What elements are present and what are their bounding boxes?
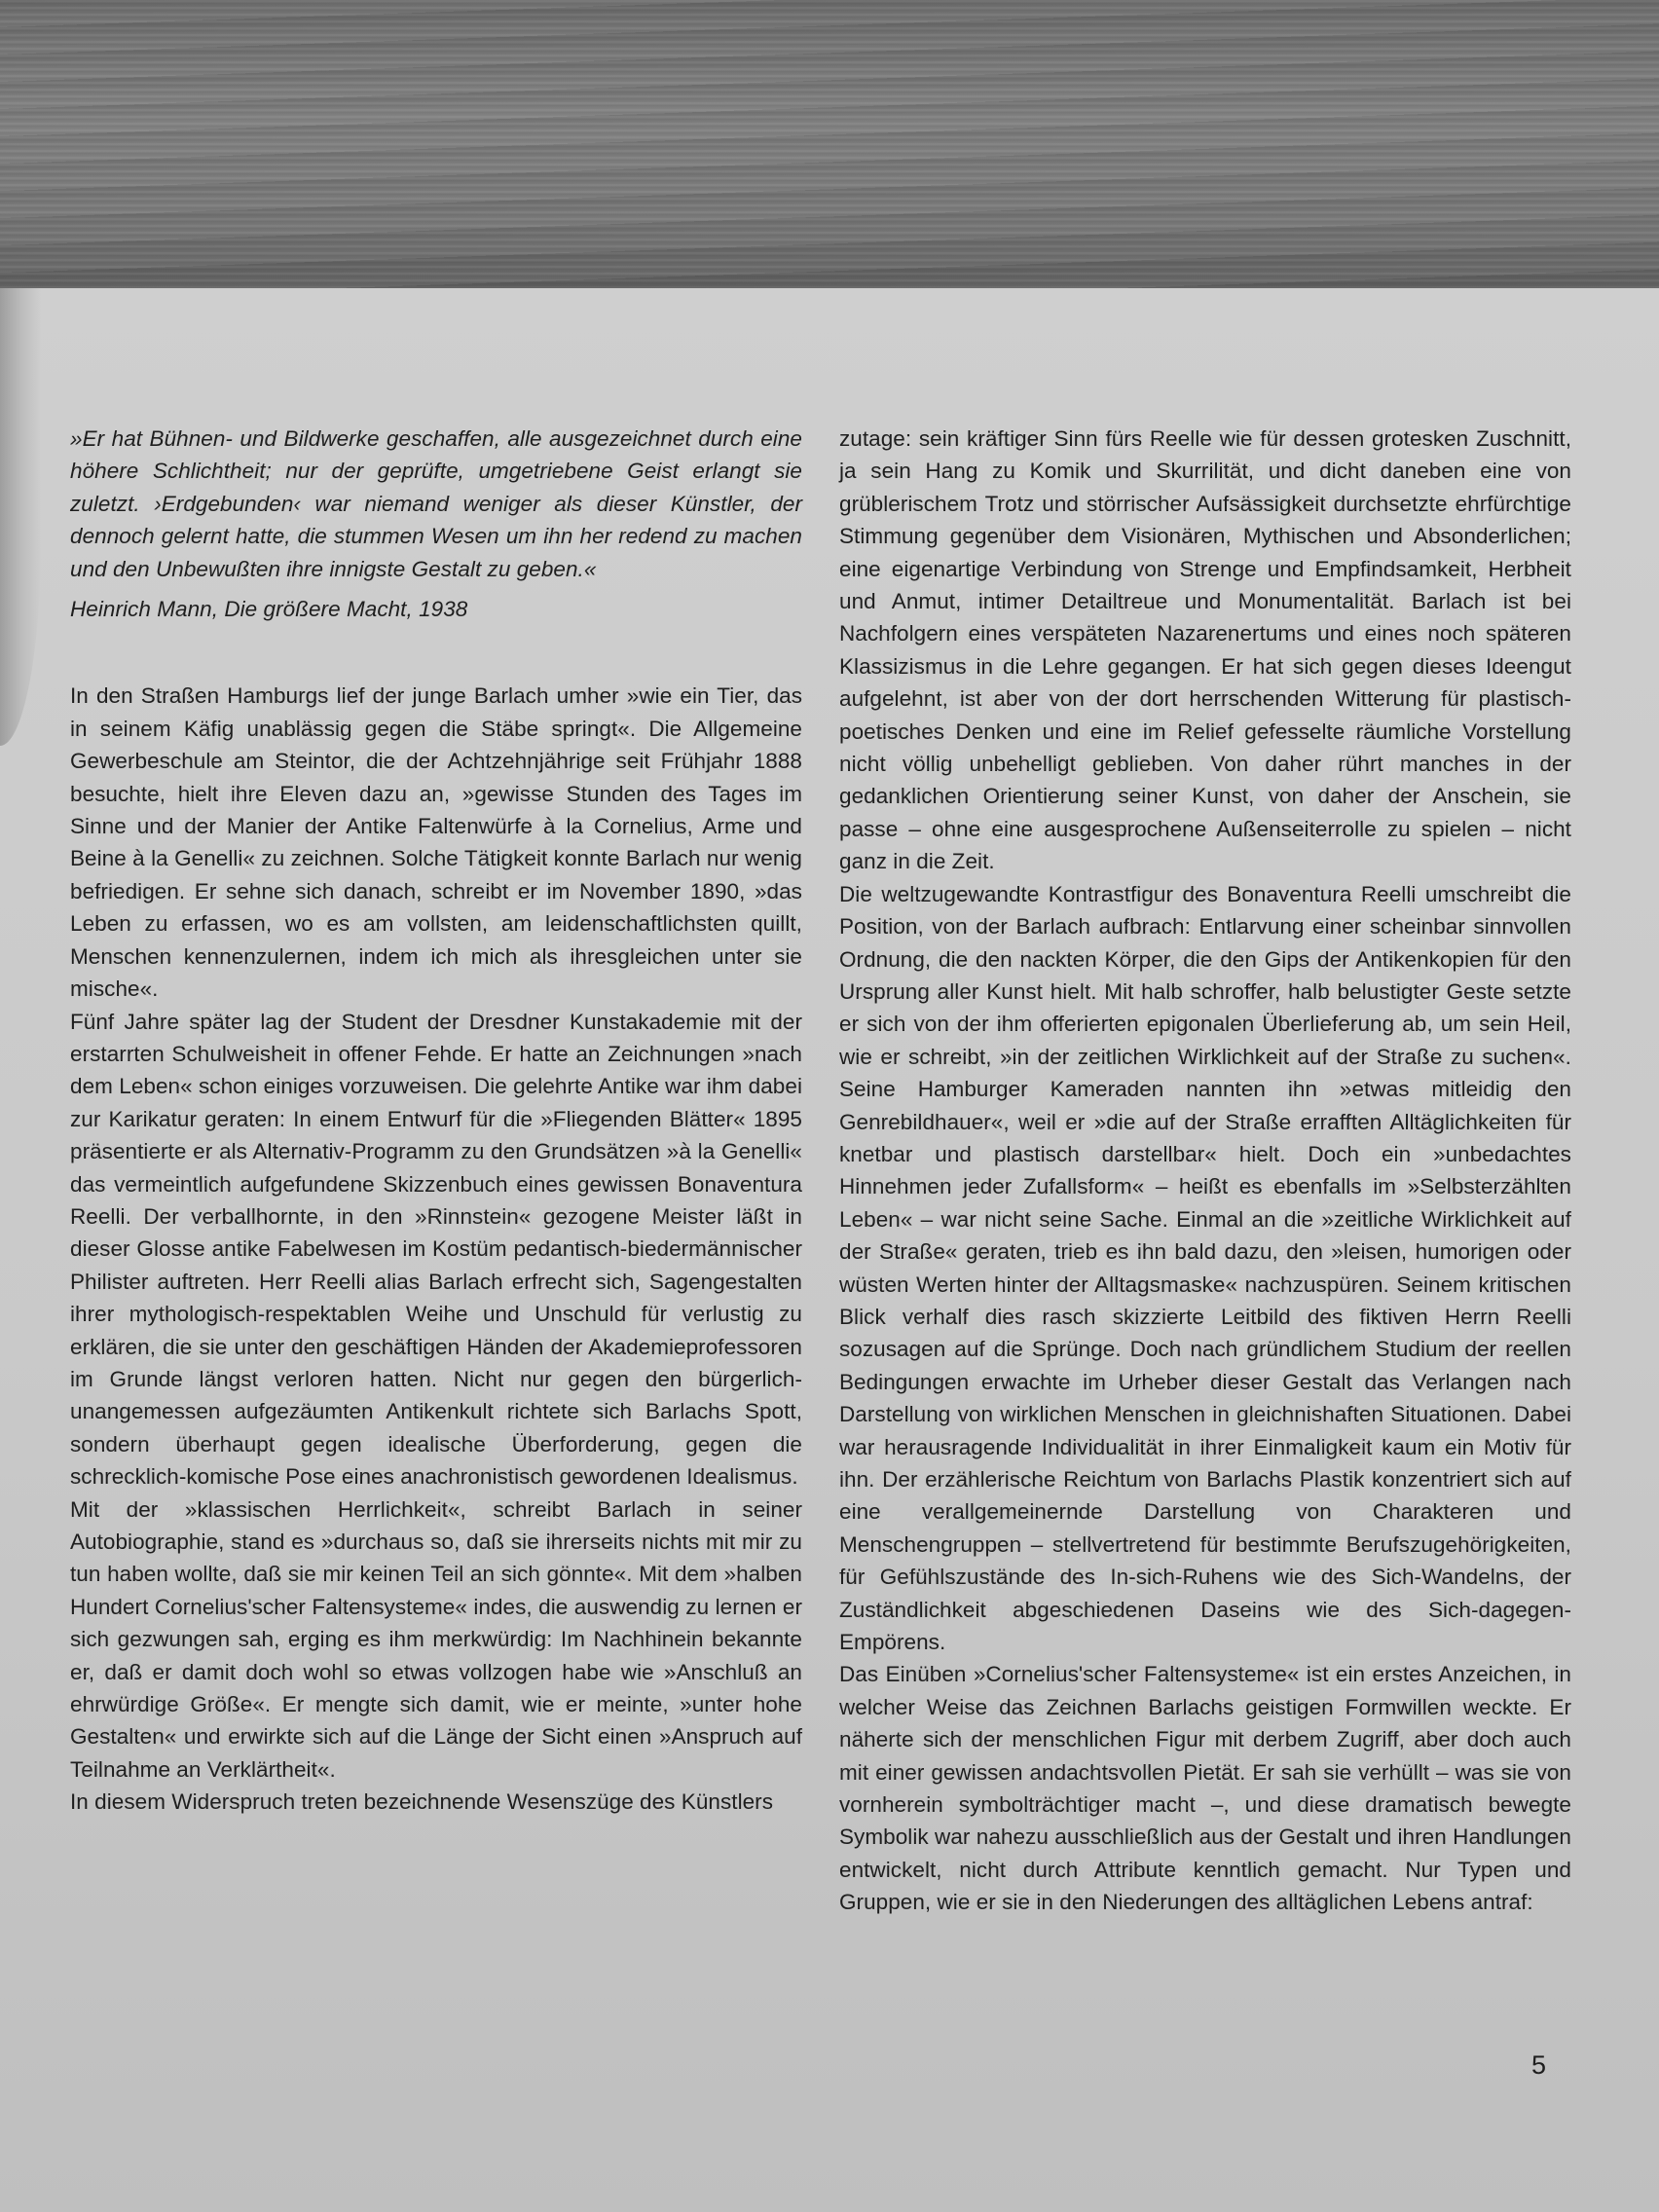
epigraph-source: Heinrich Mann, Die größere Macht, 1938 [70,597,468,622]
right-column [839,423,1571,1919]
right-paragraph: zutage: sein kräftiger Sinn fürs Reelle wie für dessen grotesken Zuschnitt, ja sein Hang zu Komik und Skurrilität, und dicht daneben eine von grüblerischem Trotz und störrischer Aufsässigkeit durchsetzte ehrfürchtige Stimmung gegenüber dem Visionären, Mythischen und Absonderlichen; eine eigenartige Verbindung von Strenge und Empfindsamkeit, Herbheit und Anmut, intimer Detailtreue und Monumentalität. Barlach ist bei Nachfolgern eines verspäteten Nazarenertums und eines noch späteren Klassizismus in die Lehre gegangen. Er hat sich gegen dieses Ideengut aufgelehnt, ist aber von der dort herrschenden Witterung für plastisch-poetisches Denken und eine im Relief gefesselte räumliche Vorstellung nicht völlig unbehelligt geblieben. Von daher rührt manches in der gedanklichen Orientierung seiner Kunst, von daher der Anschein, sie passe – ohne eine ausgesprochene Außenseiterrolle zu spielen – nicht ganz in die Zeit. [839,426,1571,874]
right-paragraph: Das Einüben »Cornelius'scher Faltensysteme« ist ein erstes Anzeichen, in welcher Weise das Zeichnen Barlachs geistigen Formwillen weckte. Er näherte sich der menschlichen Figur mit derbem Zugriff, aber doch auch mit einer gewissen andachtsvollen Pietät. Er sah sie verhüllt – was sie von vornherein symbolträchtiger macht –, und diese dramatisch bewegte Symbolik war nahezu ausschließlich aus der Gestalt und ihren Handlungen entwickelt, nicht durch Attribute kenntlich gemacht. Nur Typen und Gruppen, wie er sie in den Niederungen des alltäglichen Lebens antraf: [839,1662,1571,1915]
left-column [70,423,802,1819]
left-paragraph: Fünf Jahre später lag der Student der Dresdner Kunstakademie mit der erstarrten Schulweisheit in offener Fehde. Er hatte an Zeichnungen »nach dem Leben« schon einiges vorzuweisen. Die gelehrte Antike war ihm dabei zur Karikatur geraten: In einem Entwurf für die »Fliegenden Blätter« 1895 präsentierte er als Alternativ-Programm zu den Grundsätzen »à la Genelli« das vermeintlich aufgefundene Skizzenbuch eines gewissen Bonaventura Reelli. Der verballhornte, in den »Rinnstein« gezogene Meister läßt in dieser Glosse antike Fabelwesen im Kostüm pedantisch-biedermännischer Philister auftreten. Herr Reelli alias Barlach erfrecht sich, Sagengestalten ihrer mythologisch-respektablen Weihe und Unschuld für verlustig zu erklären, die sie unter den geschäftigen Händen der Akademieprofessoren im Grunde längst verloren hatten. Nicht nur gegen den bürgerlich-unangemessen aufgezäumten Antikenkult richtete sich Barlachs Spott, sondern überhaupt gegen idealische Überforderung, gegen die schrecklich-komische Pose eines anachronistisch gewordenen Idealismus. [70,1009,802,1490]
left-paragraph: In den Straßen Hamburgs lief der junge Barlach umher »wie ein Tier, das in seinem Käfig unablässig gegen die Stäbe springt«. Die Allgemeine Gewerbeschule am Steintor, die der Achtzehnjährige seit Frühjahr 1888 besuchte, hielt ihre Eleven dazu an, »gewisse Stunden des Tages im Sinne und der Manier der Antike Faltenwürfe à la Cornelius, Arme und Beine à la Genelli« zu zeichnen. Solche Tätigkeit konnte Barlach nur wenig befriedigen. Er sehne sich danach, schreibt er im November 1890, »das Leben zu erfassen, wo es am vollsten, am leidenschaftlichsten quillt, Menschen kennenzulernen, indem ich mich als ihresgleichen unter sie mische«. [70,683,802,1002]
epigraph-quote: »Er hat Bühnen- und Bildwerke geschaffen, alle ausgezeichnet durch eine höhere Schlichtheit; nur der geprüfte, umgetriebene Geist erlangt sie zuletzt. ›Erdgebunden‹ war niemand weniger als dieser Künstler, der dennoch gelernt hatte, die stummen Wesen um ihn her redend zu machen und den Unbewußten ihre innigste Gestalt zu geben.« [70,426,802,581]
right-paragraph: Die weltzugewandte Kontrastfigur des Bonaventura Reelli umschreibt die Position, von der Barlach aufbrach: Entlarvung einer scheinbar sinnvollen Ordnung, die den nackten Körper, die den Gips der Antikenkopien für den Ursprung aller Kunst hielt. Mit halb schroffer, halb belustigter Geste setzte er sich von der ihm offerierten epigonalen Überlieferung ab, um sein Heil, wie er schreibt, »in der zeitlichen Wirklichkeit auf der Straße zu suchen«. Seine Hamburger Kameraden nannten ihn »etwas mitleidig den Genrebildhauer«, weil er »die auf der Straße errafften Alltäglichkeiten für knetbar und plastisch darstellbar« hielt. Doch ein »unbedachtes Hinnehmen jeder Zufallsform« – heißt es ebenfalls im »Selbsterzählten Leben« – war nicht seine Sache. Einmal an die »zeitliche Wirklichkeit auf der Straße« geraten, trieb es ihn bald dazu, den »leisen, humorigen oder wüsten Werten hinter der Alltagsmaske« nachzuspüren. Seinem kritischen Blick verhalf dies rasch skizzierte Leitbild des fiktiven Herrn Reelli sozusagen auf die Sprünge. Doch nach gründlichem Studium der reellen Bedingungen erwachte im Urheber dieser Gestalt das Verlangen nach Darstellung von wirklichen Menschen in gleichnishaften Situationen. Dabei war herausragende Individualität in ihrer Einmaligkeit kaum ein Motiv für ihn. Der erzählerische Reichtum von Barlachs Plastik konzentriert sich auf eine verallgemeinernde Darstellung von Charakteren und Menschengruppen – stellvertretend für bestimmte Berufszugehörigkeiten, für Gefühlszustände des In-sich-Ruhens wie des Sich-Wandelns, der Zuständlichkeit abgeschiedenen Daseins wie des Sich-dagegen-Empörens. [839,881,1571,1655]
left-paragraph: In diesem Widerspruch treten bezeichnende Wesenszüge des Künstlers [70,1789,774,1815]
epigraph-spacer [70,625,802,680]
wooden-table-background [0,0,1659,297]
page-number: 5 [1530,2050,1546,2080]
left-paragraph: Mit der »klassischen Herrlichkeit«, schreibt Barlach in seiner Autobiographie, stand es »durchaus so, daß sie ihrerseits nichts mit mir zu tun haben wollte, daß sie mir keinen Teil an sich gönnte«. Mit dem »halben Hundert Cornelius'scher Faltensysteme« indes, die auswendig zu lernen er sich gezwungen sah, erging es ihm merkwürdig: Im Nachhinein bekannte er, daß er damit doch wohl so etwas vollzogen habe wie »Anschluß an ehrwürdige Größe«. Er mengte sich damit, wie er meinte, »unter hohe Gestalten« und erwirkte sich auf die Länge der Sicht einen »Anspruch auf Teilnahme an Verklärtheit«. [70,1496,802,1782]
